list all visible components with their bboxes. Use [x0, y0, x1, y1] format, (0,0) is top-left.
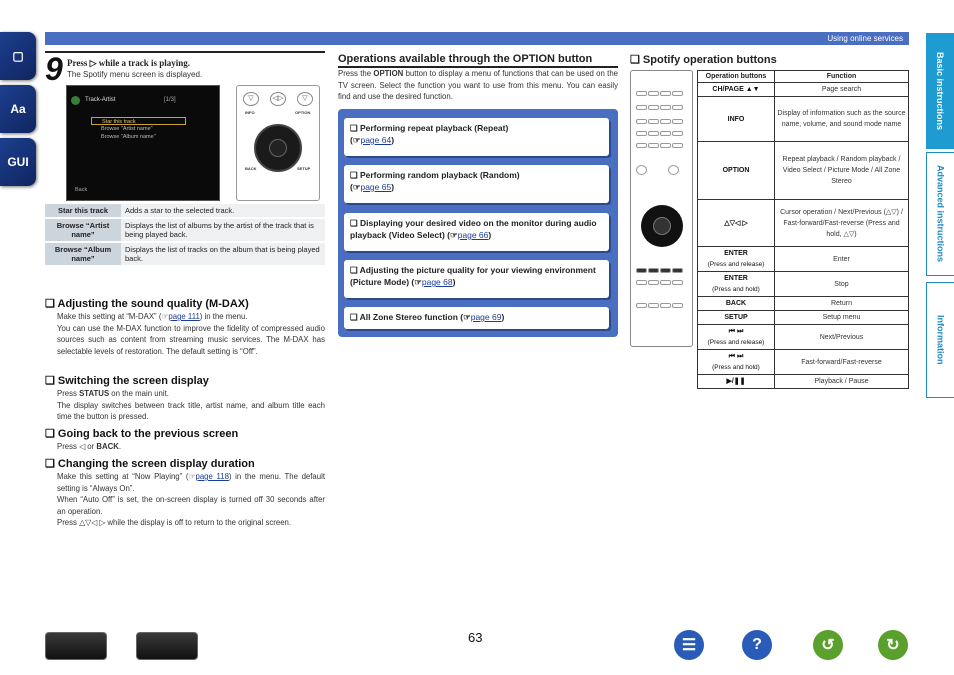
- option-item-video-select[interactable]: ❏ Displaying your desired video on the monitor during audio playback (Video Select) (☞page 66): [344, 213, 609, 251]
- option-label: OPTION: [295, 110, 311, 115]
- section-text: Press ◁ or BACK.: [57, 442, 122, 451]
- option-section-title: Operations available through the OPTION button: [338, 53, 618, 68]
- table-row: [698, 375, 909, 389]
- table-row: [45, 204, 325, 218]
- table-value: Adds a star to the selected track.: [121, 204, 325, 218]
- section-header: Using online services: [45, 32, 909, 45]
- tab-basic-instructions[interactable]: Basic instructions: [926, 33, 954, 149]
- button-name: △▽◁ ▷: [698, 200, 775, 247]
- section-mdax: [45, 297, 325, 357]
- table-row: [698, 350, 909, 375]
- page-link[interactable]: page 65: [360, 182, 392, 192]
- spotify-operation-table: [697, 70, 909, 389]
- contents-tab[interactable]: [0, 32, 36, 80]
- section-text: Press △▽◁ ▷ while the display is off to return to the original screen.: [57, 518, 292, 527]
- button-name: INFO: [698, 97, 775, 142]
- table-row: [45, 242, 325, 266]
- info-label: INFO: [245, 110, 255, 115]
- option-item-random[interactable]: ❏ Performing random playback (Random) (☞page 65): [344, 165, 609, 203]
- button-name: ⏮ ⏭ (Press and hold): [698, 350, 775, 375]
- button-name: CH/PAGE ▲▼: [698, 83, 775, 97]
- table-row: [698, 200, 909, 247]
- table-row: [698, 83, 909, 97]
- front-panel-icon[interactable]: [45, 632, 107, 660]
- page-link[interactable]: page 68: [421, 277, 453, 287]
- button-function: Display of information such as the source name, volume, and sound mode name: [775, 97, 909, 142]
- button-function: Stop: [775, 272, 909, 297]
- button-name: SETUP: [698, 311, 775, 325]
- tv-menu-item: Star this track: [91, 117, 186, 125]
- help-icon[interactable]: ?: [742, 630, 772, 660]
- forward-page-icon[interactable]: ↻: [878, 630, 908, 660]
- button-function: Page search: [775, 83, 909, 97]
- button-function: Return: [775, 297, 909, 311]
- page-link[interactable]: page 66: [457, 230, 489, 240]
- step-subtitle: The Spotify menu screen is displayed.: [67, 70, 203, 79]
- page-link[interactable]: page 118: [195, 472, 229, 481]
- page-number: 63: [468, 630, 483, 645]
- tv-back-label: Back: [75, 187, 88, 193]
- button-function: Fast-forward/Fast-reverse: [775, 350, 909, 375]
- page-link[interactable]: page 111: [168, 312, 200, 321]
- section-text: You can use the M-DAX function to improve the fidelity of compressed audio sources such as content from streaming music services. The M-DAX has selectable levels of restoration. The default setting is “Off”.: [57, 323, 325, 356]
- remote-illustration-large: [630, 70, 693, 347]
- back-page-icon[interactable]: ↺: [813, 630, 843, 660]
- gui-icon: GUI: [7, 155, 29, 169]
- table-row: [698, 297, 909, 311]
- index-book-icon[interactable]: ☰: [674, 630, 704, 660]
- button-function: Next/Previous: [775, 325, 909, 350]
- info-button-icon: ◁▷: [270, 92, 286, 106]
- table-row: [698, 325, 909, 350]
- page-link[interactable]: page 64: [360, 135, 392, 145]
- cursor-wheel-icon: [254, 124, 302, 172]
- button-name: BACK: [698, 297, 775, 311]
- table-header-row: [698, 71, 909, 83]
- table-row: [698, 142, 909, 200]
- section-go-back: [45, 427, 325, 453]
- remote-illustration-small: [236, 85, 320, 201]
- page-link-icon: ☞: [188, 472, 196, 481]
- tv-menu-item: Browse "Artist name": [101, 126, 153, 132]
- table-row: [698, 97, 909, 142]
- option-item-all-zone[interactable]: ❏ All Zone Stereo function (☞page 69): [344, 307, 609, 329]
- step-number: 9: [45, 51, 63, 87]
- section-display-duration: [45, 457, 325, 529]
- option-item-picture-mode[interactable]: ❏ Adjusting the picture quality for your viewing environment (Picture Mode) (☞page 68): [344, 260, 609, 298]
- table-row: [698, 272, 909, 297]
- option-item-repeat[interactable]: ❏ Performing repeat playback (Repeat) (☞page 64): [344, 118, 609, 156]
- cursor-wheel-icon: [641, 205, 683, 247]
- button-name: OPTION: [698, 142, 775, 200]
- down-icon: ▽: [297, 92, 313, 106]
- table-row: [698, 247, 909, 272]
- button-function: Repeat playback / Random playback / Video Select / Picture Mode / All Zone Stereo: [775, 142, 909, 200]
- tv-menu-item: Browse "Album name": [101, 134, 156, 140]
- text-style-icon: Aa: [10, 102, 26, 116]
- table-row: [45, 218, 325, 242]
- tab-advanced-instructions[interactable]: Advanced instructions: [926, 152, 954, 276]
- option-panel: [338, 109, 618, 337]
- table-value: Displays the list of albums by the artist of the track that is being played back.: [121, 218, 325, 242]
- page-link-icon: ☞: [161, 312, 169, 321]
- tab-information[interactable]: Information: [926, 282, 954, 398]
- text-style-tab[interactable]: [0, 85, 36, 133]
- table-value: Displays the list of tracks on the album that is being played back.: [121, 242, 325, 266]
- tv-menu: [91, 117, 186, 141]
- button-function: Setup menu: [775, 311, 909, 325]
- rear-panel-icon[interactable]: [136, 632, 198, 660]
- button-name: ▶/❚❚: [698, 375, 775, 389]
- section-text: The display switches between track title, artist name, and album title each time the button is pressed.: [57, 400, 325, 421]
- setup-label: SETUP: [297, 166, 311, 171]
- section-text: Press STATUS on the main unit.: [57, 389, 169, 398]
- button-function: Enter: [775, 247, 909, 272]
- step-title: Press ▷ while a track is playing.: [67, 58, 191, 68]
- spotify-logo-icon: [71, 96, 80, 105]
- section-text: When “Auto Off” is set, the on-screen display is turned off 30 seconds after an operation.: [57, 495, 325, 516]
- table-key: Browse “Album name”: [45, 242, 121, 266]
- option-section-desc: Press the OPTION button to display a menu of functions that can be used on the TV screen. Select the function you want to use from this menu. You can easily find and use the desired function.: [338, 69, 619, 101]
- button-name: ENTER (Press and hold): [698, 272, 775, 297]
- up-icon: ▽: [243, 92, 259, 106]
- table-key: Browse “Artist name”: [45, 218, 121, 242]
- tv-screen-illustration: [66, 85, 220, 201]
- left-tab-bar: [0, 32, 40, 191]
- column-header: Operation buttons: [698, 71, 775, 83]
- section-title: ❏ Switching the screen display: [45, 375, 209, 387]
- table-key: Star this track: [45, 204, 121, 218]
- section-title: ❏ Adjusting the sound quality (M-DAX): [45, 298, 249, 310]
- spotify-menu-table: [45, 204, 325, 267]
- section-title: ❏ Changing the screen display duration: [45, 458, 255, 470]
- button-name: ENTER (Press and release): [698, 247, 775, 272]
- table-row: [698, 311, 909, 325]
- tv-track-title: Track-Artist: [85, 97, 116, 103]
- button-function: Playback / Pause: [775, 375, 909, 389]
- back-label: BACK: [245, 166, 257, 171]
- tv-page-indicator: [1/3]: [164, 97, 176, 103]
- section-text: Make this setting at “M-DAX” (☞page 111) in the menu.: [57, 312, 248, 321]
- button-name: ⏮ ⏭ (Press and release): [698, 325, 775, 350]
- section-title: ❏ Going back to the previous screen: [45, 428, 239, 440]
- page-link[interactable]: page 69: [470, 312, 502, 322]
- step-block: [45, 53, 325, 85]
- section-screen-display: [45, 374, 325, 423]
- book-icon: ▢: [12, 49, 24, 63]
- button-function: Cursor operation / Next/Previous (△▽) / Fast-forward/Fast-reverse (Press and hold, △▽): [775, 200, 909, 247]
- section-text: Make this setting at “Now Playing” (☞page 118) in the menu. The default setting is “Always On”.: [57, 472, 325, 493]
- gui-tab[interactable]: [0, 138, 36, 186]
- spotify-buttons-title: ❏ Spotify operation buttons: [630, 54, 777, 66]
- column-header: Function: [775, 71, 909, 83]
